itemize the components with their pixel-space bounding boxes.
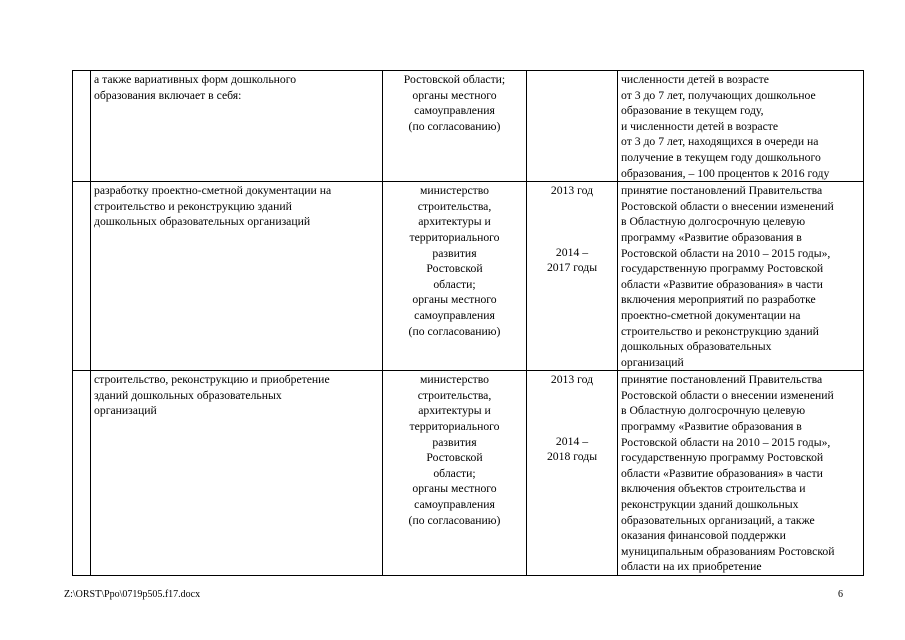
result-cell	[618, 182, 864, 371]
executor-line: территориального	[409, 420, 500, 434]
executor-line: самоуправления	[414, 104, 495, 118]
measure-line: дошкольных образовательных организаций	[94, 215, 311, 229]
number-cell	[73, 71, 91, 182]
timing-second: 2014 –	[555, 434, 589, 448]
executor-line: Ростовской области;	[403, 73, 506, 86]
result-line: реконструкции зданий дошкольных	[621, 498, 799, 512]
page-number: 6	[838, 589, 843, 600]
result-line: образовательных организаций, а также	[621, 513, 815, 527]
executor-line: (по согласованию)	[408, 513, 501, 527]
result-line: Ростовской области на 2010 – 2015 годы»,	[621, 435, 831, 449]
timing-second: 2017 годы	[546, 261, 598, 275]
executor-cell	[383, 182, 527, 371]
executor-line: архитектуры и	[418, 215, 491, 229]
result-cell	[618, 371, 864, 576]
executor-line: министерство	[419, 373, 490, 387]
executor-line: органы местного	[412, 293, 497, 307]
result-line: области на их приобретение	[621, 560, 762, 574]
number-cell	[73, 371, 91, 576]
table-row	[73, 371, 864, 576]
measure-line: строительство и реконструкцию зданий	[94, 199, 292, 213]
result-line: строительство и реконструкцию зданий	[621, 324, 819, 338]
executor-line: строительства,	[417, 199, 492, 213]
timing-cell	[527, 71, 618, 182]
timing-spacer	[530, 388, 614, 434]
measure-line: строительство, реконструкцию и приобретение	[94, 373, 330, 387]
timing-cell	[527, 371, 618, 576]
executor-line: органы местного	[412, 88, 497, 102]
executor-line: области;	[433, 277, 476, 291]
timing-second: 2018 годы	[546, 450, 598, 464]
measure-cell	[91, 71, 383, 182]
number-cell	[73, 182, 91, 371]
result-line: включения объектов строительства и	[621, 482, 806, 496]
result-line: программу «Развитие образования в	[621, 420, 802, 434]
result-line: организаций	[621, 355, 684, 369]
executor-line: (по согласованию)	[408, 119, 501, 133]
result-line: дошкольных образовательных	[621, 340, 772, 354]
result-line: Ростовской области о внесении изменений	[621, 199, 834, 213]
executor-line: самоуправления	[414, 498, 495, 512]
measure-line: разработку проектно-сметной документации на	[94, 184, 332, 198]
executor-line: министерство	[419, 184, 490, 198]
measure-line: организаций	[94, 404, 157, 418]
result-line: включения мероприятий по разработке	[621, 293, 816, 307]
result-line: принятие постановлений Правительства	[621, 184, 823, 198]
result-line: от 3 до 7 лет, получающих дошкольное	[621, 88, 816, 102]
executor-line: самоуправления	[414, 308, 495, 322]
executor-line: Ростовской	[426, 262, 483, 276]
measure-line: образования включает в себя:	[94, 88, 242, 102]
result-line: получение в текущем году дошкольного	[621, 150, 821, 164]
result-line: образования, – 100 процентов к 2016 году	[621, 166, 830, 180]
timing-spacer	[530, 199, 614, 245]
executor-line: области;	[433, 466, 476, 480]
table-row	[73, 71, 864, 182]
result-line: оказания финансовой поддержки	[621, 529, 786, 543]
result-line: принятие постановлений Правительства	[621, 373, 823, 387]
timing-second: 2014 –	[555, 245, 589, 259]
measure-cell	[91, 371, 383, 576]
executor-line: территориального	[409, 230, 500, 244]
result-line: в Областную долгосрочную целевую	[621, 215, 806, 229]
measure-line: а также вариативных форм дошкольного	[94, 73, 297, 86]
measure-line: зданий дошкольных образовательных	[94, 388, 282, 402]
executor-line: строительства,	[417, 388, 492, 402]
measures-table	[72, 70, 864, 576]
result-line: численности детей в возрасте	[621, 73, 769, 86]
timing-cell	[527, 182, 618, 371]
result-line: проектно-сметной документации на	[621, 308, 801, 322]
result-line: образование в текущем году,	[621, 104, 764, 118]
executor-line: Ростовской	[426, 451, 483, 465]
executor-line: развития	[432, 246, 477, 260]
executor-line: архитектуры и	[418, 404, 491, 418]
executor-cell	[383, 71, 527, 182]
result-line: области «Развитие образования» в части	[621, 277, 823, 291]
result-line: государственную программу Ростовской	[621, 451, 824, 465]
table-row	[73, 182, 864, 371]
result-line: от 3 до 7 лет, находящихся в очереди на	[621, 135, 819, 149]
result-line: Ростовской области на 2010 – 2015 годы»,	[621, 246, 831, 260]
executor-cell	[383, 371, 527, 576]
result-line: и численности детей в возрасте	[621, 119, 779, 133]
result-line: Ростовской области о внесении изменений	[621, 388, 834, 402]
result-line: муниципальным образованиям Ростовской	[621, 544, 835, 558]
result-line: области «Развитие образования» в части	[621, 466, 823, 480]
result-line: программу «Развитие образования в	[621, 230, 802, 244]
timing-first: 2013 год	[550, 373, 594, 387]
executor-line: органы местного	[412, 482, 497, 496]
result-line: государственную программу Ростовской	[621, 262, 824, 276]
executor-line: (по согласованию)	[408, 324, 501, 338]
measure-cell	[91, 182, 383, 371]
result-line: в Областную долгосрочную целевую	[621, 404, 806, 418]
executor-line: развития	[432, 435, 477, 449]
timing-first: 2013 год	[550, 184, 594, 198]
result-cell	[618, 71, 864, 182]
footer-file-path: Z:\ORST\Ppo\0719p505.f17.docx	[64, 589, 201, 600]
